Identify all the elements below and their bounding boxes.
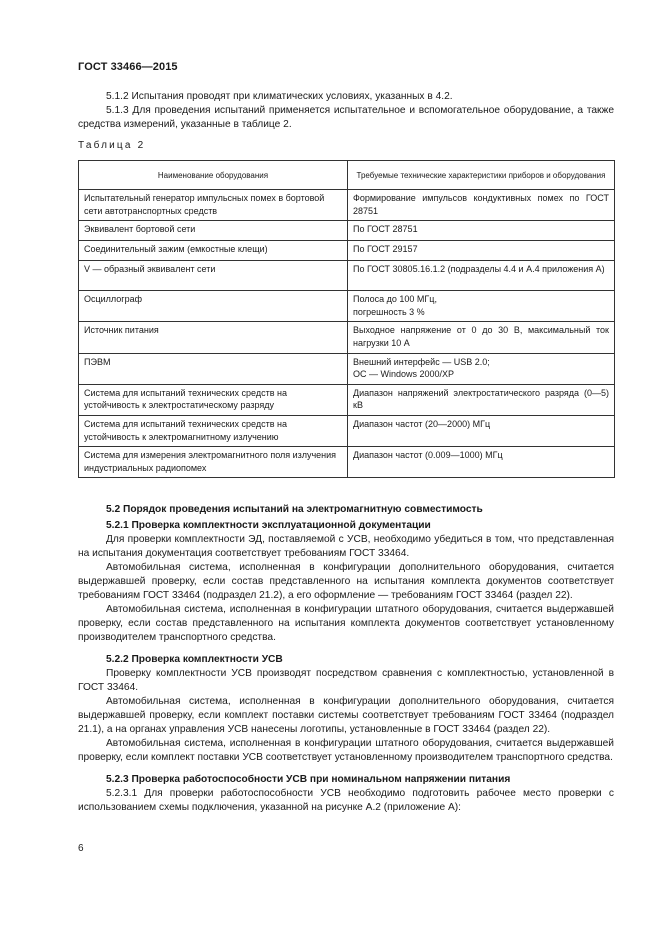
cell-requirement: По ГОСТ 28751 — [348, 221, 615, 241]
cell-equipment: ПЭВМ — [79, 353, 348, 384]
equipment-table — [78, 160, 615, 478]
cell-requirement: Полоса до 100 МГц, погрешность 3 % — [348, 291, 615, 322]
table-row — [79, 384, 615, 415]
paragraph: Для проверки комплектности ЭД, поставляемой с УСВ, необходимо убедиться в том, что представленная на испытания документация соответствует требованиям ГОСТ 33464. — [78, 534, 614, 559]
paragraph: Проверку комплектности УСВ производят посредством сравнения с комплектностью, установленной в ГОСТ 33464. — [78, 668, 614, 693]
table-header-row — [79, 161, 615, 190]
section-heading-5-2-1: 5.2.1 Проверка комплектности эксплуатационной документации — [106, 520, 431, 531]
cell-equipment: Эквивалент бортовой сети — [79, 221, 348, 241]
page-number: 6 — [78, 843, 84, 854]
table-row — [79, 241, 615, 261]
paragraph: Автомобильная система, исполненная в конфигурации штатного оборудования, считается выдержавшей проверку, если комплект поставки УСВ соответствует установленному производителем транспортного средства. — [78, 738, 614, 763]
cell-requirement: Диапазон частот (0.009—1000) МГц — [348, 447, 615, 478]
table-row — [79, 447, 615, 478]
table-row — [79, 221, 615, 241]
header-equipment-name: Наименование оборудования — [79, 161, 348, 190]
cell-equipment: Соединительный зажим (емкостные клещи) — [79, 241, 348, 261]
table-row — [79, 353, 615, 384]
cell-requirement: По ГОСТ 29157 — [348, 241, 615, 261]
table-row — [79, 190, 615, 221]
paragraph: 5.2.3.1 Для проверки работоспособности УСВ необходимо подготовить рабочее место проверки с использованием схемы подключения, указанной на рисунке А.2 (приложение А): — [78, 788, 614, 813]
paragraph: Автомобильная система, исполненная в конфигурации дополнительного оборудования, считается выдержавшей проверку, если комплект поставки системы соответствует требованиям ГОСТ 33464 (подраздел 21.1), а на органах управления УСВ нанесены логотипы, установленные в ГОСТ 33464 (раздел 22). — [78, 696, 614, 735]
cell-equipment: Осциллограф — [79, 291, 348, 322]
section-heading-5-2: 5.2 Порядок проведения испытаний на электромагнитную совместимость — [106, 504, 483, 515]
table-row — [79, 261, 615, 291]
section-heading-5-2-3: 5.2.3 Проверка работоспособности УСВ при номинальном напряжении питания — [106, 774, 511, 785]
table-row — [79, 291, 615, 322]
cell-requirement: Внешний интерфейс — USB 2.0; ОС — Windows 2000/XP — [348, 353, 615, 384]
body-section — [78, 503, 614, 815]
paragraph-5-1-3: 5.1.3 Для проведения испытаний применяется испытательное и вспомогательное оборудование, а также средства измерений, указанные в таблице 2. — [78, 105, 614, 130]
cell-equipment: Источник питания — [79, 322, 348, 353]
section-heading-5-2-2: 5.2.2 Проверка комплектности УСВ — [106, 654, 283, 665]
table-row — [79, 415, 615, 446]
paragraph: Автомобильная система, исполненная в конфигурации штатного оборудования, считается выдержавшей проверку, если состав представленного на испытания комплекта документов соответствует установленному производителем транспортного средства. — [78, 604, 614, 643]
cell-requirement: Выходное напряжение от 0 до 30 В, максимальный ток нагрузки 10 А — [348, 322, 615, 353]
cell-equipment: Система для испытаний технических средств на устойчивость к электростатическому разряду — [79, 384, 348, 415]
paragraph: Автомобильная система, исполненная в конфигурации дополнительного оборудования, считается выдержавшей проверку, если состав представленного на испытания комплекта документов соответствует требованиям ГОСТ 33464 (подраздел 21.2), а его оформление — требованиям ГОСТ 33464 (раздел 22). — [78, 562, 614, 601]
cell-requirement: По ГОСТ 30805.16.1.2 (подразделы 4.4 и А.4 приложения А) — [348, 261, 615, 291]
paragraph-5-1-2: 5.1.2 Испытания проводят при климатических условиях, указанных в 4.2. — [106, 91, 453, 102]
cell-equipment: Система для измерения электромагнитного поля излучения индустриальных радиопомех — [79, 447, 348, 478]
table-caption: Таблица 2 — [78, 140, 146, 151]
cell-equipment: V — образный эквивалент сети — [79, 261, 348, 291]
intro-section — [78, 90, 614, 132]
cell-requirement: Формирование импульсов кондуктивных помех по ГОСТ 28751 — [348, 190, 615, 221]
document-header: ГОСТ 33466—2015 — [78, 61, 178, 73]
cell-equipment: Система для испытаний технических средств на устойчивость к электромагнитному излучению — [79, 415, 348, 446]
cell-requirement: Диапазон частот (20—2000) МГц — [348, 415, 615, 446]
header-requirements: Требуемые технические характеристики приборов и оборудования — [348, 161, 615, 190]
cell-equipment: Испытательный генератор импульсных помех в бортовой сети автотранспортных средств — [79, 190, 348, 221]
cell-requirement: Диапазон напряжений электростатического разряда (0—5) кВ — [348, 384, 615, 415]
table-row — [79, 322, 615, 353]
